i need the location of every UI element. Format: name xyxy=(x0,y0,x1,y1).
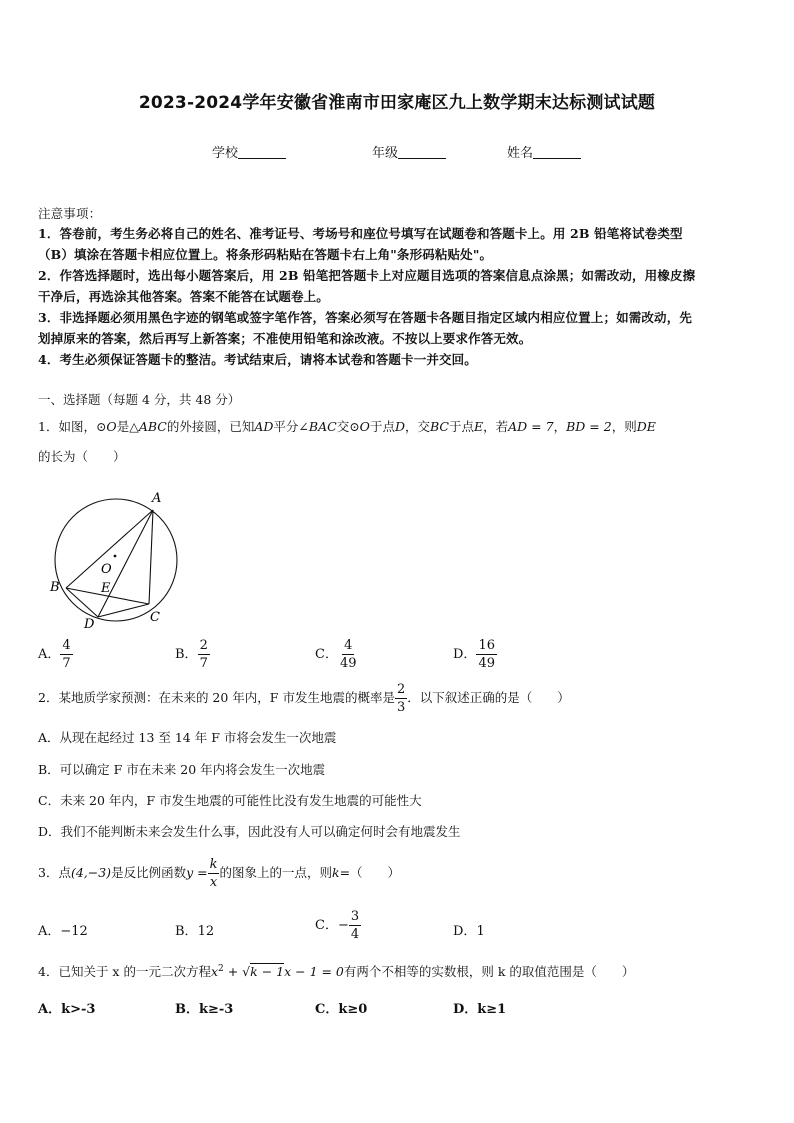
q3-math: y = xyxy=(186,865,208,880)
q1-text: ，则 xyxy=(611,419,637,434)
q1-math: ∠BAC xyxy=(298,419,337,434)
q4-option-c[interactable] xyxy=(315,998,367,1017)
q4-option-a[interactable] xyxy=(38,998,95,1017)
option-label: C． xyxy=(315,1002,339,1017)
q2-option-c[interactable]: C．未来 20 年内，F 市发生地震的可能性比没有发生地震的可能性大 xyxy=(38,793,422,808)
grade-label: 年级 xyxy=(372,146,399,161)
notice-line: 干净后，再选涂其他答案。答案不能答在试题卷上。 xyxy=(38,289,329,304)
school-blank xyxy=(238,146,286,159)
question-3-text xyxy=(38,858,400,889)
fraction xyxy=(60,639,72,670)
q4-math: + xyxy=(223,964,243,979)
grade-field xyxy=(372,142,446,161)
option-value: k>-3 xyxy=(61,1002,96,1017)
option-label: C． xyxy=(315,918,338,933)
q1-text: 于点 xyxy=(448,419,474,434)
q3-text: 3．点 xyxy=(38,865,71,880)
q1-math: AD = 7 xyxy=(508,419,554,434)
fraction xyxy=(395,683,407,714)
q4-radicand: k − 1 xyxy=(250,964,285,979)
q1-text: 的外接圆，已知 xyxy=(166,419,255,434)
q4-text: 有两个不相等的实数根，则 k 的取值范围是（ ） xyxy=(343,964,635,979)
q1-text: 平分 xyxy=(273,419,299,434)
q3-text: =（ ） xyxy=(339,865,401,880)
question-1-text-cont: 的长为（ ） xyxy=(38,449,126,464)
q1-text: ，若 xyxy=(483,419,509,434)
option-value: k≥-3 xyxy=(199,1002,234,1017)
option-label: D． xyxy=(453,924,477,939)
fraction xyxy=(349,910,361,941)
numerator: 2 xyxy=(396,682,406,697)
q3-math: k xyxy=(332,865,340,880)
q1-math: AD xyxy=(254,419,274,434)
notice-line: 3．非选择题必须用黑色字迹的钢笔或签字笔作答，答案必须写在答题卡各题目指定区域内相应位置上；如需改动，先 xyxy=(38,310,692,325)
label-c: C xyxy=(150,610,160,625)
option-label: B． xyxy=(175,924,198,939)
label-o: O xyxy=(101,562,112,577)
numerator: 4 xyxy=(344,638,353,653)
q4-exponent: 2 xyxy=(218,963,224,974)
circle-triangle-figure xyxy=(40,488,190,630)
grade-blank xyxy=(398,146,446,159)
option-value: k≥1 xyxy=(477,1002,507,1017)
option-value: 1 xyxy=(476,924,485,939)
q3-math: (4,−3) xyxy=(70,865,112,880)
sqrt-symbol: √ xyxy=(242,964,251,979)
q1-math: E xyxy=(474,419,484,434)
option-label: D． xyxy=(453,647,477,662)
option-label: A． xyxy=(38,1002,62,1017)
segment-ac xyxy=(149,510,153,604)
q1-math: ⊙O xyxy=(95,419,117,434)
q4-text: 4．已知关于 x 的一元二次方程 xyxy=(38,964,211,979)
page-title: 2023-2024学年安徽省淮南市田家庵区九上数学期末达标测试试题 xyxy=(138,93,656,113)
segment-bd xyxy=(66,588,98,617)
q1-option-c[interactable] xyxy=(315,639,359,670)
q2-option-d[interactable]: D．我们不能判断未来会发生什么事，因此没有人可以确定何时会有地震发生 xyxy=(38,824,461,839)
numerator: 2 xyxy=(199,638,208,653)
q4-option-b[interactable] xyxy=(175,998,233,1017)
q1-math: D xyxy=(394,419,405,434)
option-label: B． xyxy=(175,1002,199,1017)
q3-text: 是反比例函数 xyxy=(111,865,187,880)
q1-text: ，交 xyxy=(404,419,430,434)
option-value: 12 xyxy=(197,924,215,939)
name-blank xyxy=(533,146,581,159)
denominator: 7 xyxy=(199,656,208,671)
option-label: A． xyxy=(38,647,61,662)
option-sign: − xyxy=(337,918,349,933)
notice-line: 1．答卷前，考生务必将自己的姓名、准考证号、考场号和座位号填写在试题卷和答题卡上。用 2B 铅笔将试卷类型 xyxy=(38,226,683,241)
denominator: 3 xyxy=(396,700,406,715)
question-4-text xyxy=(38,962,634,980)
circle-o xyxy=(55,499,177,621)
option-value: k≥0 xyxy=(338,1002,368,1017)
q1-math: ⊙O xyxy=(349,419,370,434)
q1-math: BD = 2 xyxy=(566,419,612,434)
option-label: D． xyxy=(453,1002,478,1017)
q1-math: DE xyxy=(636,419,656,434)
notice-line: 4．考生必须保证答题卡的整洁。考试结束后，请将本试卷和答题卡一并交回。 xyxy=(38,352,477,367)
q1-text: 是 xyxy=(116,419,130,434)
q3-option-a[interactable] xyxy=(38,920,88,939)
denominator: 4 xyxy=(350,927,360,942)
q1-text: ， xyxy=(553,419,567,434)
q2-option-b[interactable]: B．可以确定 F 市在未来 20 年内将会发生一次地震 xyxy=(38,762,326,777)
label-b: B xyxy=(50,580,60,595)
notice-line: （B）填涂在答题卡相应位置上。将条形码粘贴在答题卡右上角"条形码粘贴处"。 xyxy=(38,247,493,262)
q1-text: 于点 xyxy=(369,419,395,434)
label-d: D xyxy=(84,617,95,630)
denominator: 49 xyxy=(339,656,357,671)
q2-option-a[interactable]: A．从现在起经过 13 至 14 年 F 市将会发生一次地震 xyxy=(38,730,337,745)
label-e: E xyxy=(101,581,111,596)
denominator: 49 xyxy=(478,656,495,671)
q4-math: x xyxy=(210,964,219,979)
notice-heading: 注意事项： xyxy=(38,206,102,221)
name-field xyxy=(507,142,581,161)
q3-option-c[interactable] xyxy=(315,910,361,941)
numerator: 4 xyxy=(62,638,71,653)
label-a: A xyxy=(152,491,162,506)
notice-line: 2．作答选择题时，选出每小题答案后，用 2B 铅笔把答题卡上对应题目选项的答案信息点涂黑；如需改动，用橡皮擦 xyxy=(38,268,696,283)
denominator: 7 xyxy=(62,656,71,671)
q1-option-b[interactable] xyxy=(175,639,210,670)
option-label: C． xyxy=(315,647,338,662)
option-label: A． xyxy=(38,924,61,939)
question-1-text xyxy=(38,417,656,435)
notice-line: 划掉原来的答案，然后再写上新答案；不准使用铅笔和涂改液。不按以上要求作答无效。 xyxy=(38,331,532,346)
q1-text: 交 xyxy=(336,419,350,434)
q3-option-d[interactable] xyxy=(453,920,485,939)
fraction xyxy=(198,639,210,670)
q1-math: △ABC xyxy=(129,419,167,434)
section-heading: 一、选择题（每题 4 分，共 48 分） xyxy=(38,392,241,407)
q4-math: x − 1 = 0 xyxy=(284,964,344,979)
question-2-text xyxy=(38,683,570,714)
q1-option-a[interactable] xyxy=(38,639,73,670)
q1-text: 1．如图， xyxy=(38,419,96,434)
q4-option-d[interactable] xyxy=(453,998,506,1017)
fraction xyxy=(338,639,359,670)
denominator: x xyxy=(209,875,218,890)
center-point xyxy=(114,555,117,558)
numerator: 3 xyxy=(350,909,360,924)
numerator: k xyxy=(209,857,218,872)
option-value: −12 xyxy=(60,924,88,939)
numerator: 16 xyxy=(478,638,495,653)
name-label: 姓名 xyxy=(507,146,534,161)
fraction xyxy=(208,858,220,889)
q1-math: BC xyxy=(430,419,449,434)
option-label: B． xyxy=(175,647,198,662)
fraction xyxy=(476,639,497,670)
school-label: 学校 xyxy=(212,146,239,161)
q3-option-b[interactable] xyxy=(175,920,214,939)
q3-text: 的图象上的一点，则 xyxy=(219,865,332,880)
q2-text: 2．某地质学家预测：在未来的 20 年内，F 市发生地震的概率是 xyxy=(38,690,395,705)
school-field xyxy=(212,142,286,161)
q2-text: ．以下叙述正确的是（ ） xyxy=(407,690,570,705)
q1-option-d[interactable] xyxy=(453,639,497,670)
